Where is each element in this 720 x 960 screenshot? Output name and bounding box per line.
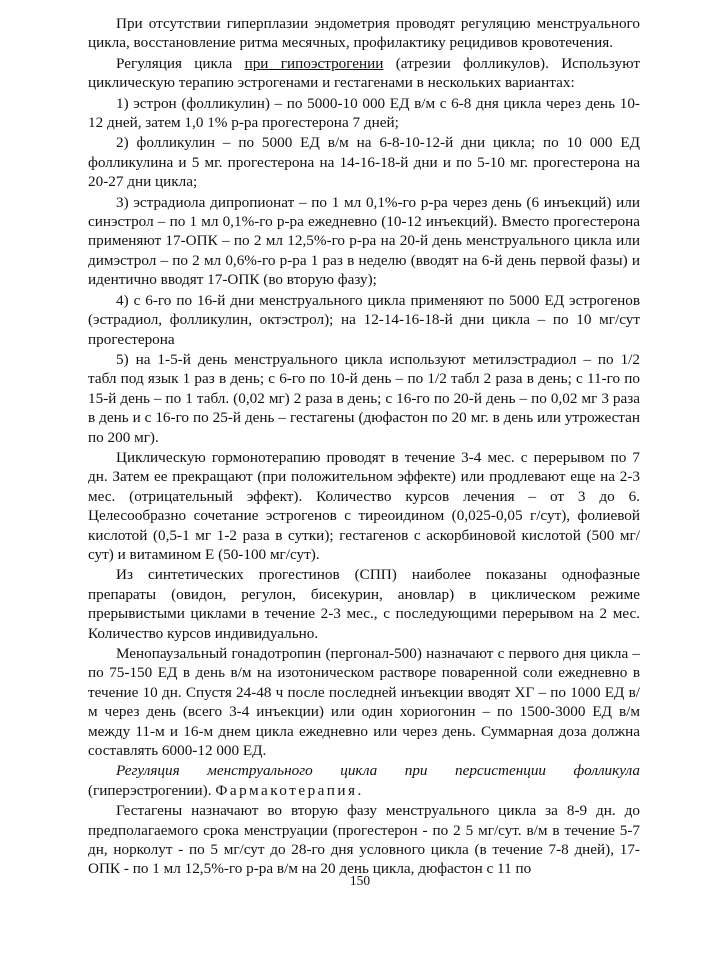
list-item-2: 2) фолликулин – по 5000 ЕД в/м на 6-8-10-12-й дни цикла; по 10 000 ЕД фолликулина и 5 мг. прогестерона на 14-16-18-й дни и по 5-10 мг. прогестерона на 20-27 дни цикла; (88, 134, 640, 191)
section-heading-persistence (88, 761, 640, 800)
heading-period: . (357, 781, 362, 799)
paragraph-2-rest: (атрезии фолликулов). Используют циклическую терапию эстрогенами и гестагенами в нескольких вариантах: (88, 54, 640, 92)
spaced-term: Фармакотерапия (215, 781, 358, 799)
underlined-term: при гипоэстрогении (244, 54, 384, 72)
heading-parenthetical: (гиперэстрогении). (88, 781, 216, 799)
page-number: 150 (349, 873, 371, 888)
paragraph-gestagens: Гестагены назначают во вторую фазу менструального цикла за 8-9 дн. до предполагаемого срока менструации (прогестерон - по 2 5 мг/сут. в/м в течение 5-7 дн, норколут - по 5 мг/сут до 28-го дня условного цикла (в течение 7-8 дней), 17-ОПК - по 1 мл 12,5%-го р-ра в/м на 20 день цикла, дюфастон с 11 по (88, 802, 640, 878)
paragraph-synthetic-progestins: Из синтетических прогестинов (СПП) наиболее показаны однофазные препараты (овидон, регулон, бисекурин, ановлар) в циклическом режиме прерывистыми циклами в течение 2-3 мес., с последующими перерывом на 2 мес. Количество курсов индивидуально. (88, 566, 640, 642)
list-item-5: 5) на 1-5-й день менструального цикла используют метилэстрадиол – по 1/2 табл под язык 1 раз в день; с 6-го по 10-й день – по 1/2 табл 2 раза в день; с 11-го по 15-й день – по 1 табл. (0,02 мг) 2 раза в день; с 16-го по 20-й день – по 0,02 мг 3 раза в день и с 16-го по 25-й день – гестагены (дюфастон по 20 мг. в день или утрожестан по 200 мг). (88, 350, 640, 446)
list-item-3: 3) эстрадиола дипропионат – по 1 мл 0,1%-го р-ра через день (6 инъекций) или синэстрол – по 1 мл 0,1%-го р-ра ежедневно (10-12 инъекций). Вместо прогестерона применяют 17-ОПК – по 2 мл 12,5%-го р-ра на 20-й день менструального цикла или димэстрол – по 2 мл 0,6%-го р-ра 1 раз в неделю (вводят на 6-й день первой фазы) и идентично вводят 17-ОПК (во вторую фазу); (88, 193, 640, 289)
paragraph-gonadotropin: Менопаузальный гонадотропин (пергонал-500) назначают с первого дня цикла – по 75-150 ЕД в день в/м на изотоническом растворе поваренной соли ежедневно в течение 10 дн. Спустя 24-48 ч после последней инъекции вводят ХГ – по 1000 ЕД в/м через день (всего 3-4 инъекции) или один хориогонин – по 1500-3000 ЕД в/м между 11-м и 16-м днем цикла ежедневно или через день. Суммарная доза должна составлять 6000-12 000 ЕД. (88, 645, 640, 760)
paragraph-1: При отсутствии гиперплазии эндометрия проводят регуляцию менструального цикла, восстановление ритма месячных, профилактику рецидивов кровотечения. (88, 15, 640, 52)
list-item-1: 1) эстрон (фолликулин) – по 5000-10 000 ЕД в/м с 6-8 дня цикла через день 10-12 дней, затем 1,0 1% р-ра прогестерона 7 дней; (88, 94, 640, 132)
italic-heading: Регуляция менструального цикла при персистенции фолликула (116, 762, 640, 780)
paragraph-2 (88, 54, 640, 93)
paragraph-2-lead: Регуляция цикла (116, 54, 245, 72)
document-body (88, 14, 640, 879)
list-item-4: 4) с 6-го по 16-й дни менструального цикла применяют по 5000 ЕД эстрогенов (эстрадиол, фолликулин, октэстрол); на 12-14-16-18-й дни цикла – по 10 мг/сут прогестерона (88, 291, 640, 348)
paragraph-cyclic-therapy: Циклическую гормонотерапию проводят в течение 3-4 мес. с перерывом по 7 дн. Затем ее прекращают (при положительном эффекте) или продлевают еще на 2-3 мес. (отрицательный эффект). Количество курсов лечения – от 3 до 6. Целесообразно сочетание эстрогенов с тиреоидином (0,025-0,05 г/сут), фолиевой кислотой (0,5-1 мг 1-2 раза в сутки); гестагенов с аскорбиновой кислотой (500 мг/сут) и витамином Е (50-100 мг/сут). (88, 448, 640, 563)
